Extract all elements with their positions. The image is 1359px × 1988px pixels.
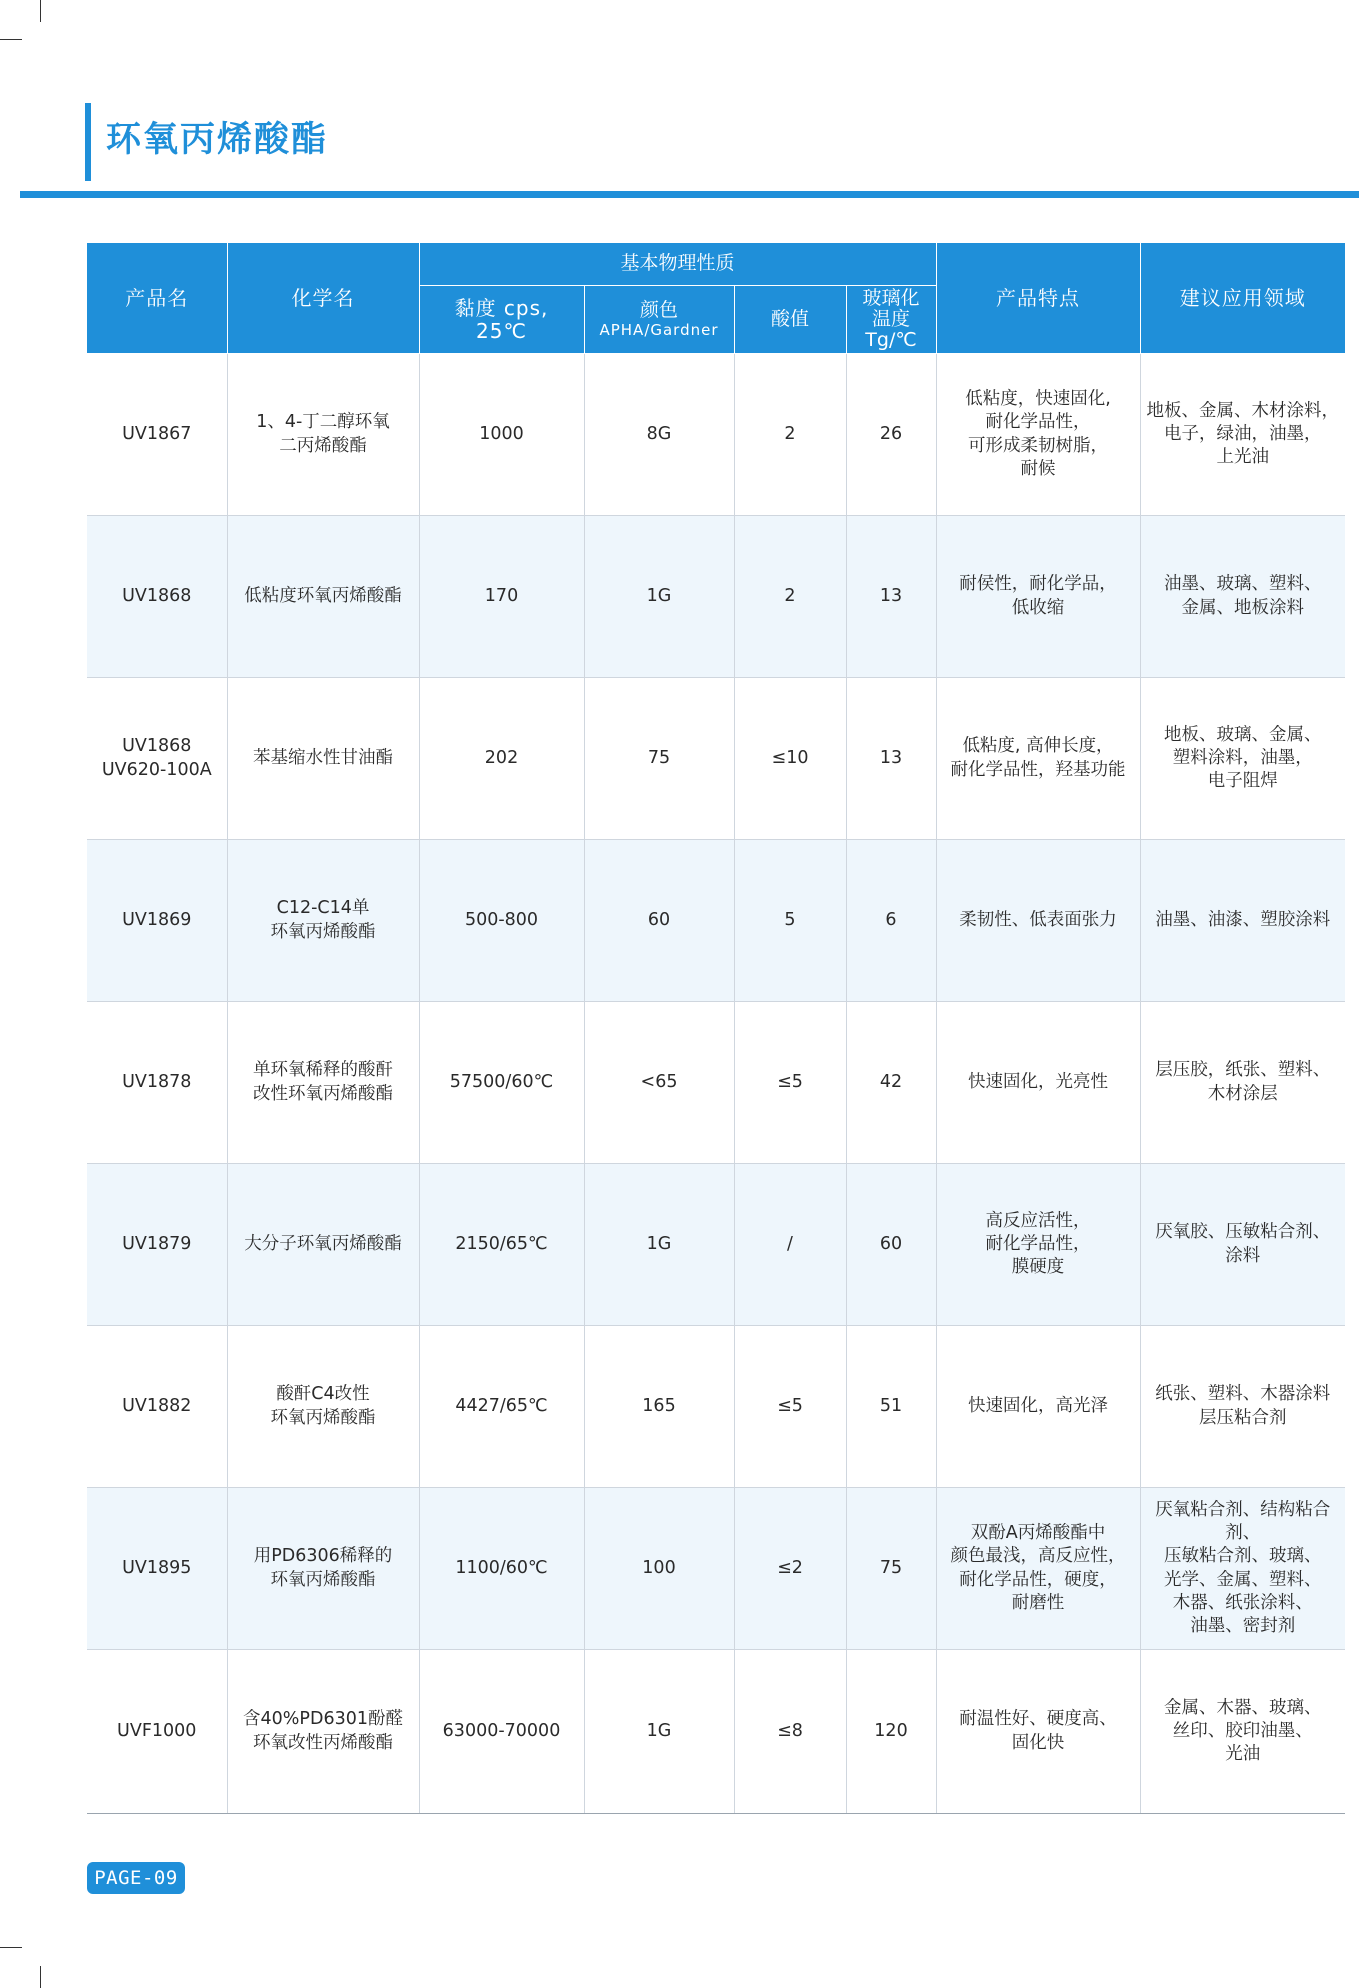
cell-applications: 油墨、玻璃、塑料、 金属、地板涂料: [1140, 516, 1345, 678]
header-viscosity: 黏度 cps, 25℃: [419, 286, 584, 354]
table-row: [87, 516, 1345, 678]
header-product-features: 产品特点: [936, 243, 1140, 354]
table-row: [87, 840, 1345, 1002]
cell-color: 165: [584, 1326, 734, 1488]
cell-applications: 金属、木器、玻璃、 丝印、胶印油墨、 光油: [1140, 1650, 1345, 1814]
cell-product-name: UVF1000: [87, 1650, 227, 1814]
cell-chemical-name: 用PD6306稀释的 环氧丙烯酸酯: [227, 1488, 419, 1650]
cell-color: 1G: [584, 1650, 734, 1814]
cell-features: 快速固化，光亮性: [936, 1002, 1140, 1164]
cell-tg: 6: [846, 840, 936, 1002]
page-title: 环氧丙烯酸酯: [106, 120, 329, 160]
cell-tg: 42: [846, 1002, 936, 1164]
cell-applications: 厌氧胶、压敏粘合剂、 涂料: [1140, 1164, 1345, 1326]
cell-applications: 油墨、油漆、塑胶涂料: [1140, 840, 1345, 1002]
cell-viscosity: 1100/60℃: [419, 1488, 584, 1650]
cell-features: 低粘度, 高伸长度， 耐化学品性，羟基功能: [936, 678, 1140, 840]
cell-tg: 75: [846, 1488, 936, 1650]
cell-tg: 51: [846, 1326, 936, 1488]
cell-viscosity: 500-800: [419, 840, 584, 1002]
cell-product-name: UV1882: [87, 1326, 227, 1488]
cell-applications: 层压胶，纸张、塑料、 木材涂层: [1140, 1002, 1345, 1164]
table-row: [87, 678, 1345, 840]
header-color-label: 颜色: [639, 299, 678, 322]
cell-viscosity: 202: [419, 678, 584, 840]
cell-acid-value: ≤8: [734, 1650, 846, 1814]
cell-tg: 26: [846, 354, 936, 516]
cell-applications: 厌氧粘合剂、结构粘合剂、 压敏粘合剂、玻璃、 光学、金属、塑料、 木器、纸张涂料、 油墨、密封剂: [1140, 1488, 1345, 1650]
header-product-name: 产品名: [87, 243, 227, 354]
table-row: [87, 1164, 1345, 1326]
cell-product-name: UV1878: [87, 1002, 227, 1164]
table-row: [87, 1326, 1345, 1488]
cell-tg: 60: [846, 1164, 936, 1326]
header-glass-transition: 玻璃化 温度 Tg/℃: [846, 286, 936, 354]
cell-acid-value: ≤2: [734, 1488, 846, 1650]
cell-chemical-name: 1、4-丁二醇环氧 二丙烯酸酯: [227, 354, 419, 516]
cell-tg: 120: [846, 1650, 936, 1814]
cell-acid-value: 2: [734, 516, 846, 678]
cell-product-name: UV1869: [87, 840, 227, 1002]
crop-mark: [40, 0, 41, 22]
cell-chemical-name: C12-C14单 环氧丙烯酸酯: [227, 840, 419, 1002]
cell-viscosity: 1000: [419, 354, 584, 516]
cell-acid-value: ≤5: [734, 1002, 846, 1164]
cell-color: 60: [584, 840, 734, 1002]
cell-applications: 纸张、塑料、木器涂料 层压粘合剂: [1140, 1326, 1345, 1488]
header-color-unit: APHA/Gardner: [599, 320, 719, 339]
table-row: [87, 354, 1345, 516]
cell-color: 1G: [584, 516, 734, 678]
product-table-container: [87, 242, 1345, 1814]
cell-color: 8G: [584, 354, 734, 516]
cell-chemical-name: 苯基缩水性甘油酯: [227, 678, 419, 840]
cell-viscosity: 170: [419, 516, 584, 678]
cell-features: 耐侯性，耐化学品， 低收缩: [936, 516, 1140, 678]
cell-acid-value: /: [734, 1164, 846, 1326]
table-row: [87, 1002, 1345, 1164]
cell-product-name: UV1879: [87, 1164, 227, 1326]
cell-product-name: UV1867: [87, 354, 227, 516]
cell-acid-value: 5: [734, 840, 846, 1002]
cell-product-name: UV1895: [87, 1488, 227, 1650]
cell-acid-value: ≤5: [734, 1326, 846, 1488]
header-acid-value: 酸值: [734, 286, 846, 354]
cell-color: 75: [584, 678, 734, 840]
cell-viscosity: 4427/65℃: [419, 1326, 584, 1488]
title-divider: [20, 191, 1359, 198]
title-accent-bar: [85, 103, 91, 181]
cell-features: 双酚A丙烯酸酯中 颜色最浅，高反应性， 耐化学品性，硬度， 耐磨性: [936, 1488, 1140, 1650]
table-row: [87, 1488, 1345, 1650]
cell-product-name: UV1868 UV620-100A: [87, 678, 227, 840]
crop-mark: [0, 39, 22, 40]
cell-chemical-name: 酸酐C4改性 环氧丙烯酸酯: [227, 1326, 419, 1488]
table-row: [87, 1650, 1345, 1814]
cell-features: 耐温性好、硬度高、 固化快: [936, 1650, 1140, 1814]
cell-chemical-name: 含40%PD6301酚醛 环氧改性丙烯酸酯: [227, 1650, 419, 1814]
cell-color: 1G: [584, 1164, 734, 1326]
cell-applications: 地板、玻璃、金属、 塑料涂料，油墨， 电子阻焊: [1140, 678, 1345, 840]
cell-viscosity: 63000-70000: [419, 1650, 584, 1814]
cell-chemical-name: 单环氧稀释的酸酐 改性环氧丙烯酸酯: [227, 1002, 419, 1164]
cell-acid-value: 2: [734, 354, 846, 516]
cell-chemical-name: 低粘度环氧丙烯酸酯: [227, 516, 419, 678]
cell-tg: 13: [846, 678, 936, 840]
product-table: [87, 242, 1345, 1814]
cell-features: 低粘度，快速固化, 耐化学品性， 可形成柔韧树脂， 耐候: [936, 354, 1140, 516]
header-chemical-name: 化学名: [227, 243, 419, 354]
header-color: [584, 286, 734, 354]
cell-features: 快速固化，高光泽: [936, 1326, 1140, 1488]
cell-color: <65: [584, 1002, 734, 1164]
cell-viscosity: 2150/65℃: [419, 1164, 584, 1326]
cell-features: 高反应活性， 耐化学品性， 膜硬度: [936, 1164, 1140, 1326]
page-number-badge: PAGE-09: [87, 1862, 185, 1894]
cell-product-name: UV1868: [87, 516, 227, 678]
cell-color: 100: [584, 1488, 734, 1650]
cell-acid-value: ≤10: [734, 678, 846, 840]
cell-chemical-name: 大分子环氧丙烯酸酯: [227, 1164, 419, 1326]
crop-mark: [40, 1966, 41, 1988]
header-applications: 建议应用领域: [1140, 243, 1345, 354]
crop-mark: [0, 1947, 22, 1948]
header-physical-properties: 基本物理性质: [419, 243, 936, 286]
cell-features: 柔韧性、低表面张力: [936, 840, 1140, 1002]
cell-viscosity: 57500/60℃: [419, 1002, 584, 1164]
cell-tg: 13: [846, 516, 936, 678]
cell-applications: 地板、金属、木材涂料， 电子，绿油，油墨， 上光油: [1140, 354, 1345, 516]
